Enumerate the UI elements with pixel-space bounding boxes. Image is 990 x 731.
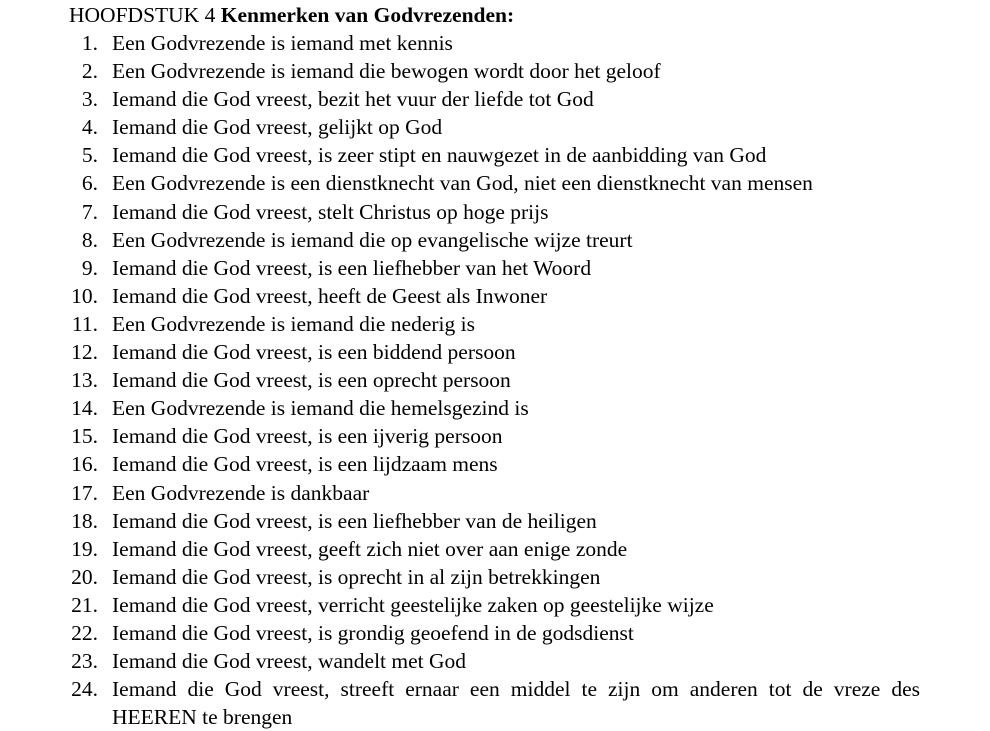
list-item <box>0 450 990 478</box>
item-number: 21. <box>71 592 98 617</box>
list-item <box>0 535 990 563</box>
item-text: Iemand die God vreest, bezit het vuur der liefde tot God <box>112 87 594 112</box>
list-item <box>0 254 990 282</box>
list-item <box>0 57 990 85</box>
item-text: Iemand die God vreest, is een liefhebber van het Woord <box>112 255 592 280</box>
item-number: 14. <box>71 396 98 421</box>
item-text: Iemand die God vreest, heeft de Geest als Inwoner <box>112 283 548 308</box>
item-number: 12. <box>71 340 98 365</box>
item-number: 4. <box>81 115 98 140</box>
list-item <box>0 422 990 450</box>
chapter-heading <box>69 2 514 28</box>
list-item <box>0 675 990 731</box>
list-item <box>0 366 990 394</box>
list-item <box>0 141 990 169</box>
chapter-label: HOOFDSTUK 4 <box>69 3 216 27</box>
item-number: 18. <box>71 508 98 533</box>
item-number: 23. <box>71 649 98 674</box>
list-item <box>0 591 990 619</box>
item-number: 2. <box>81 59 98 84</box>
item-number: 16. <box>71 452 98 477</box>
item-number: 19. <box>71 536 98 561</box>
item-number: 13. <box>71 368 98 393</box>
item-number: 22. <box>71 620 98 645</box>
list-item <box>0 282 990 310</box>
item-number: 9. <box>81 255 98 280</box>
item-number: 10. <box>71 283 98 308</box>
item-number: 17. <box>71 480 98 505</box>
item-text: Iemand die God vreest, wandelt met God <box>112 649 467 674</box>
item-number: 24. <box>71 677 98 702</box>
list-item <box>0 619 990 647</box>
item-text: Een Godvrezende is iemand die hemelsgezind is <box>112 396 529 421</box>
list-item <box>0 310 990 338</box>
list-item <box>0 507 990 535</box>
item-number: 15. <box>71 424 98 449</box>
list-item <box>0 198 990 226</box>
item-text: Iemand die God vreest, is een lijdzaam mens <box>112 452 498 477</box>
item-number: 5. <box>81 143 98 168</box>
item-text: Iemand die God vreest, gelijkt op God <box>112 115 443 140</box>
item-number: 6. <box>81 171 98 196</box>
list-item <box>0 85 990 113</box>
item-number: 20. <box>71 564 98 589</box>
list-item <box>0 226 990 254</box>
item-text: Iemand die God vreest, streeft ernaar een middel te zijn om anderen tot de vreze des HEEREN te brengen <box>112 677 920 730</box>
item-text: Iemand die God vreest, is een biddend persoon <box>112 340 516 365</box>
item-text: Een Godvrezende is een dienstknecht van God, niet een dienstknecht van mensen <box>112 171 813 196</box>
item-number: 3. <box>81 87 98 112</box>
chapter-title: Kenmerken van Godvrezenden: <box>220 3 515 27</box>
item-number: 11. <box>71 311 98 336</box>
list-item <box>0 394 990 422</box>
item-text: Iemand die God vreest, is zeer stipt en nauwgezet in de aanbidding van God <box>112 143 767 168</box>
list-item <box>0 647 990 675</box>
item-text: Iemand die God vreest, stelt Christus op hoge prijs <box>112 199 549 224</box>
item-text: Een Godvrezende is iemand die op evangelische wijze treurt <box>112 227 633 252</box>
item-number: 7. <box>81 199 98 224</box>
item-text: Een Godvrezende is iemand met kennis <box>112 31 453 55</box>
list-item <box>0 479 990 507</box>
list-item <box>0 338 990 366</box>
item-text: Iemand die God vreest, geeft zich niet over aan enige zonde <box>112 536 628 561</box>
item-text: Een Godvrezende is iemand die nederig is <box>112 311 475 336</box>
item-text: Een Godvrezende is dankbaar <box>112 480 370 505</box>
item-number: 8. <box>81 227 98 252</box>
item-text: Iemand die God vreest, is een ijverig persoon <box>112 424 503 449</box>
item-text: Een Godvrezende is iemand die bewogen wordt door het geloof <box>112 59 661 84</box>
item-number: 1. <box>81 31 98 55</box>
characteristics-list <box>0 29 990 731</box>
item-text: Iemand die God vreest, is grondig geoefend in de godsdienst <box>112 620 634 645</box>
list-item <box>0 169 990 197</box>
item-text: Iemand die God vreest, verricht geestelijke zaken op geestelijke wijze <box>112 592 714 617</box>
item-text: Iemand die God vreest, is een liefhebber van de heiligen <box>112 508 597 533</box>
list-item <box>0 113 990 141</box>
item-text: Iemand die God vreest, is oprecht in al zijn betrekkingen <box>112 564 601 589</box>
item-text: Iemand die God vreest, is een oprecht persoon <box>112 368 511 393</box>
list-item <box>0 29 990 57</box>
list-item <box>0 563 990 591</box>
